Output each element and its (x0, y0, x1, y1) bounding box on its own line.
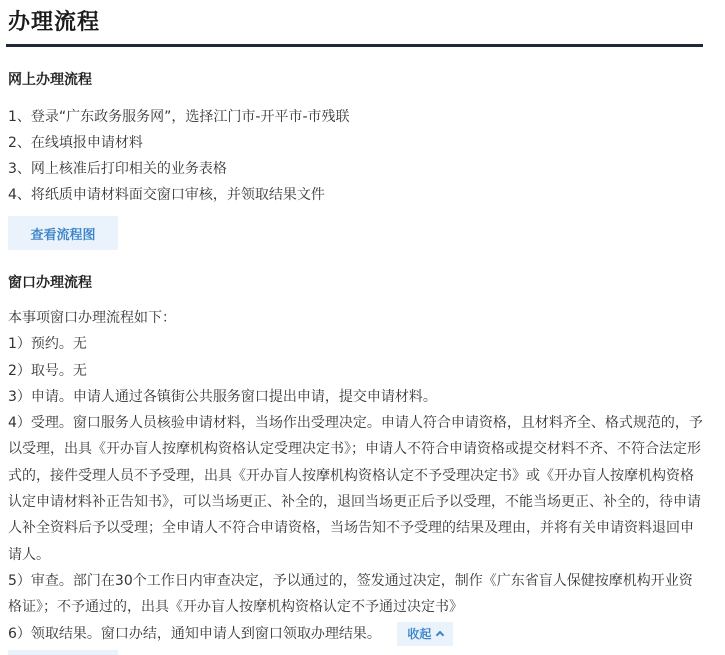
view-flowchart-button[interactable]: 查看流程图 (8, 216, 118, 250)
window-step-paragraph: 2）取号。无 (8, 362, 87, 379)
online-step-item: 1、登录“广东政务服务网”，选择江门市-开平市-市残联 (8, 109, 350, 125)
window-process-body (8, 305, 705, 647)
online-step-list (8, 104, 350, 208)
window-step-paragraph: 5）审查。部门在30个工作日内审查决定，予以通过的，签发通过决定，制作《广东省盲人保健按摩机构开业资格证》；不予通过的，出具《开办盲人按摩机构资格认定不予通过决定书》 (8, 572, 693, 616)
collapse-label: 收起 (407, 627, 432, 642)
bottom-button-edge (8, 650, 118, 655)
collapse-button[interactable] (397, 622, 453, 646)
window-step-paragraph: 3）申请。申请人通过各镇街公共服务窗口提出申请，提交申请材料。 (8, 388, 437, 405)
window-step-last-text: 6）领取结果。窗口办结，通知申请人到窗口领取办理结果。 (8, 625, 381, 642)
online-step-item: 4、将纸质申请材料面交窗口审核，并领取结果文件 (8, 187, 325, 203)
window-process-intro: 本事项窗口办理流程如下： (8, 310, 176, 326)
window-step-paragraph: 4）受理。窗口服务人员核验申请材料，当场作出受理决定。申请人符合申请资格，且材料齐全、格式规范的，予以受理，出具《开办盲人按摩机构资格认定受理决定书》；申请人不符合申请资格或提交材料不齐、不符合法定形式的，接件受理人员不予受理，出具《开办盲人按摩机构资格认定不予受理决定书》或《开办盲人按摩机构资格认定申请材料补正告知书》，可以当场更正、补全的，退回当场更正后予以受理，不能当场更正、补全的，待申请人补全资料后予以受理；全申请人不符合申请资格，当场告知不予受理的结果及理由，并将有关申请资料退回申请人。 (8, 415, 703, 563)
chevron-up-icon (436, 631, 444, 639)
title-divider (6, 44, 703, 47)
window-step-last-paragraph (8, 621, 705, 647)
page-title: 办理流程 (8, 10, 101, 35)
window-step-paragraph: 1）预约。无 (8, 336, 87, 353)
online-process-heading: 网上办理流程 (8, 72, 92, 88)
online-step-item: 3、网上核准后打印相关的业务表格 (8, 161, 227, 177)
online-step-item: 2、在线填报申请材料 (8, 135, 143, 151)
window-process-heading: 窗口办理流程 (8, 275, 92, 291)
